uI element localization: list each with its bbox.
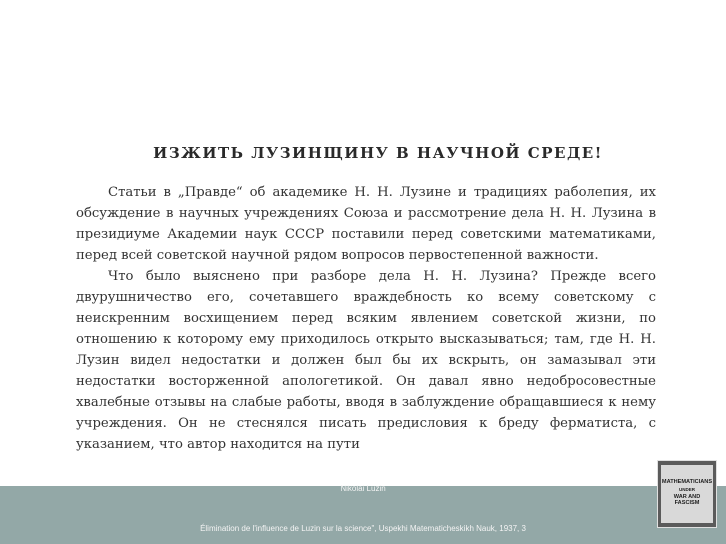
book-cover-title-line3: WAR AND FASCISM bbox=[673, 494, 701, 506]
document-title: ИЗЖИТЬ ЛУЗИНЩИНУ В НАУЧНОЙ СРЕДЕ! bbox=[153, 144, 603, 162]
document-body bbox=[76, 182, 656, 455]
book-cover-page bbox=[661, 465, 713, 523]
book-cover-title-line1: MATHEMATICIANS bbox=[661, 479, 713, 485]
paragraph-1: Статьи в „Правде“ об академике Н. Н. Лузине и традициях раболепия, их обсуждение в научных учреждениях Союза и рассмотрение дела Н. Н. Лузина в президиуме Академии наук СССР поставили перед советскими математиками, перед всей советской научной рядом вопросов первостепенной важности. bbox=[76, 185, 656, 263]
footer-band bbox=[0, 486, 726, 544]
caption-name: Nikolai Luzin bbox=[340, 484, 386, 493]
book-cover-thumbnail bbox=[657, 460, 717, 528]
book-cover-title-line2: UNDER bbox=[678, 487, 695, 492]
paragraph-2: Что было выяснено при разборе дела Н. Н. Лузина? Прежде всего двурушничество его, сочетавшего враждебность ко всему советскому с неискренним восхищением перед всяким явлением советской жизни, по отношению к которому ему приходилось открыто высказываться; там, где Н. Н. Лузин видел недостатки и должен был бы их вскрыть, он замазывал эти недостатки восторженной апологетикой. Он давал явно недобросовестные хвалебные отзывы на слабые работы, вводя в заблуждение обращавшиеся к нему учреждения. Он не стеснялся писать предисловия к бреду ферматиста, с указанием, что автор находится на пути bbox=[76, 269, 656, 452]
caption-source: Élimination de l'influence de Luzin sur la science", Uspekhi Matematicheskikh Nauk, 1937, 3 bbox=[200, 524, 526, 533]
